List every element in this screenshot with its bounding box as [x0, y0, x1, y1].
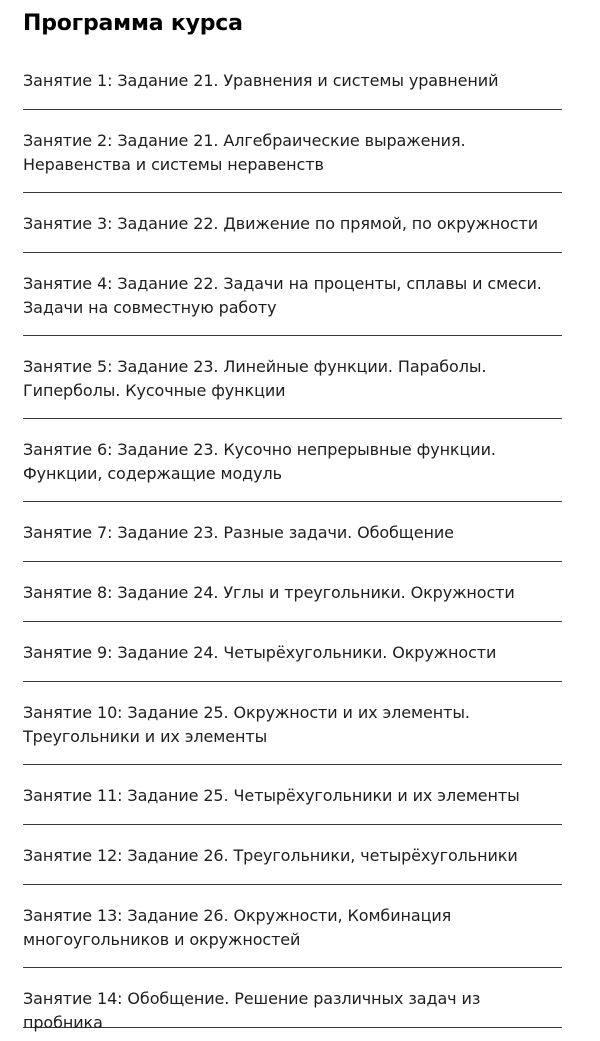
- lesson-item-11: Занятие 11: Задание 25. Четырёхугольники и их элементы: [23, 765, 562, 825]
- lesson-item-1: Занятие 1: Задание 21. Уравнения и системы уравнений: [23, 50, 562, 110]
- lesson-item-4: Занятие 4: Задание 22. Задачи на проценты, сплавы и смеси. Задачи на совместную работу: [23, 253, 562, 336]
- lesson-item-8: Занятие 8: Задание 24. Углы и треугольники. Окружности: [23, 562, 562, 622]
- lesson-item-3: Занятие 3: Задание 22. Движение по прямой, по окружности: [23, 193, 562, 253]
- lesson-list: [23, 50, 562, 1032]
- lesson-item-9: Занятие 9: Задание 24. Четырёхугольники. Окружности: [23, 622, 562, 682]
- lesson-item-12: Занятие 12: Задание 26. Треугольники, четырёхугольники: [23, 825, 562, 885]
- page-title: Программа курса: [23, 11, 243, 36]
- lesson-item-14: Занятие 14: Обобщение. Решение различных задач из пробника: [23, 968, 562, 1028]
- lesson-item-10: Занятие 10: Задание 25. Окружности и их элементы. Треугольники и их элементы: [23, 682, 562, 765]
- lesson-item-13: Занятие 13: Задание 26. Окружности, Комбинация многоугольников и окружностей: [23, 885, 562, 968]
- lesson-item-6: Занятие 6: Задание 23. Кусочно непрерывные функции. Функции, содержащие модуль: [23, 419, 562, 502]
- lesson-item-2: Занятие 2: Задание 21. Алгебраические выражения. Неравенства и системы неравенств: [23, 110, 562, 193]
- lesson-item-5: Занятие 5: Задание 23. Линейные функции. Параболы. Гиперболы. Кусочные функции: [23, 336, 562, 419]
- lesson-item-7: Занятие 7: Задание 23. Разные задачи. Обобщение: [23, 502, 562, 562]
